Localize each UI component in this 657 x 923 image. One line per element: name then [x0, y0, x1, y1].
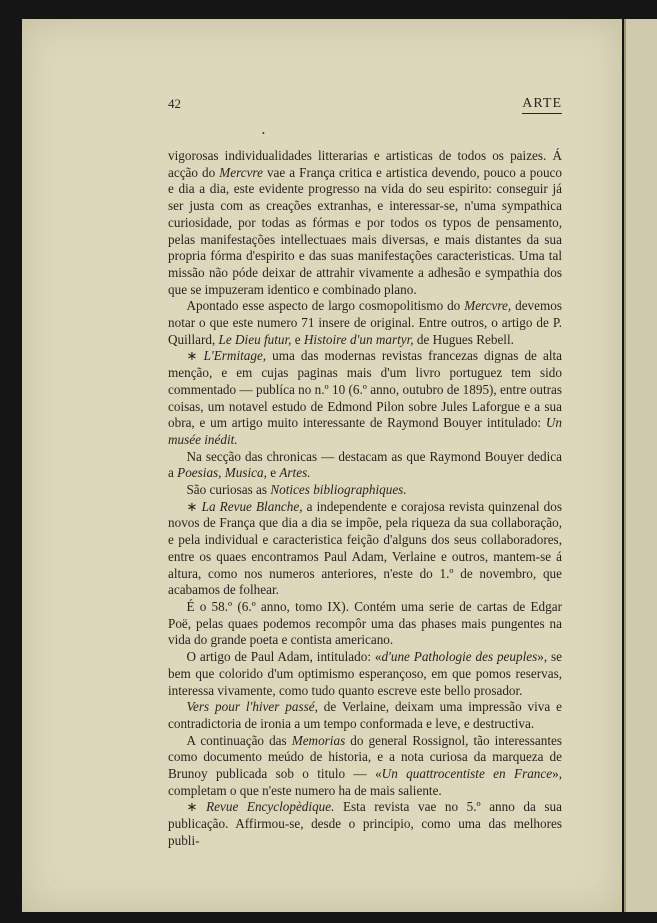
italic-text: Mercvre	[219, 164, 263, 180]
text-run: É o 58.º (6.º anno, tomo IX). Contém uma serie de cartas de Edgar Poë, pelas quaes podemos recompôr uma das phases mais pungentes na vida do grande poeta e contista americano.	[168, 598, 562, 648]
text-run: devemos notar o que este numero 71 insere de original. Entre outros, o artigo de P. Quillard,	[168, 298, 562, 347]
italic-text: Un quattrocentiste en France	[381, 766, 553, 782]
text-run: », se bem que colorido d'um optimismo esperançoso, em que pomos reservas, interessa vivamente, como tudo quanto escreve este bello prosador.	[168, 649, 562, 698]
text-run: A continuação das	[186, 732, 292, 748]
paragraph	[168, 148, 562, 298]
paragraph	[168, 699, 562, 732]
text-run: ∗	[186, 498, 202, 514]
italic-text: Memorias	[291, 732, 346, 748]
italic-text: La Revue Blanche,	[201, 498, 303, 514]
page-header	[168, 96, 562, 118]
paragraph	[168, 499, 562, 599]
paragraph	[168, 449, 562, 482]
print-speck: •	[262, 129, 265, 138]
text-run: ∗	[186, 799, 207, 815]
italic-text: Poesias, Musica,	[177, 465, 267, 481]
paragraph	[168, 599, 562, 649]
italic-text: L'Ermitage,	[203, 348, 267, 364]
text-run: uma das modernas revistas francezas dignas de alta menção, e em cujas paginas mais d'um livro portuguez tem sido commentado — publíca no n.º 10 (6.º anno, outubro de 1895), entre outras coisas, um notavel estudo de Edmond Pilon sobre Jules Laforgue e a sua obra, e um artigo muito interessante de Raymond Bouyer intitulado:	[168, 348, 562, 431]
text-run: vae a França critica e artistica devendo, pouco a pouco e dia a dia, este evidente progresso na vida do seu espirito: conseguir já ser justa com as creações extranhas, e interessar-se, n'uma sympathica curiosidade, por todas as fórmas e por todos os typos de pensamento, pelas manifestações intellectuaes mais diversas, e mais distantes da sua propria fórma d'espirito e das suas manifestações caracteristicas. Uma tal missão não póde deixar de attrahir vivamente a adhesão e sympathia dos que se impuzeram identico e combinado plano.	[168, 164, 562, 297]
paragraph	[168, 799, 562, 849]
text-run: ∗	[186, 348, 204, 364]
paragraph	[168, 348, 562, 448]
italic-text: Vers pour l'hiver passé,	[186, 699, 318, 715]
text-run: a independente e corajosa revista quinzenal dos novos de França que dia a dia se impõe, pela riqueza da sua collaboração, e pela individual e caracteristica feição d'alguns dos seus collaboradores, entre os quaes encontramos Paul Adam, Verlaine e outros, mantem-se á altura, como nos numeros anteriores, n'este do 1.º de novembro, que acabamos de folhear.	[168, 498, 562, 598]
italic-text: Le Dieu futur,	[218, 331, 292, 347]
italic-text: Notices bibliographiques.	[270, 482, 407, 498]
italic-text: Un musée inédit.	[168, 415, 562, 447]
text-run: Na secção das chronicas — destacam as que Raymond Bouyer dedica a	[168, 448, 562, 481]
body-text	[168, 148, 562, 850]
text-run: Apontado esse aspecto de largo cosmopolitismo do	[186, 298, 465, 314]
page-number: 42	[168, 96, 181, 111]
text-run: », completam o que n'este numero ha de mais saliente.	[168, 766, 562, 798]
text-run: de Verlaine, deixam uma impressão viva e contradictoria de ironia a um tempo conformada e leve, e destructiva.	[168, 699, 562, 731]
text-run: do general Rossignol, tão interessantes como documento meúdo de historia, e a nota curiosa da marqueza de Brunoy publicada sob o titulo — «	[168, 732, 562, 782]
paragraph	[168, 733, 562, 800]
adjacent-page-edge	[624, 19, 657, 912]
paragraph	[168, 649, 562, 699]
italic-text: Mercvre,	[464, 298, 512, 314]
italic-text: d'une Pathologie des peuples	[381, 649, 538, 665]
text-run: e	[291, 331, 304, 347]
italic-text: Artes.	[279, 465, 311, 481]
italic-text: Revue Encyclopèdique.	[206, 799, 335, 815]
running-head: ARTE	[522, 96, 562, 114]
text-run: São curiosas as	[186, 482, 271, 498]
italic-text: Histoire d'un martyr,	[303, 331, 414, 347]
paragraph	[168, 298, 562, 348]
text-run: e	[266, 465, 280, 481]
text-run: Esta revista vae no 5.º anno da sua publicação. Affirmou-se, desde o principio, como uma das melhores publi-	[168, 799, 563, 848]
paragraph	[168, 482, 562, 499]
text-run: O artigo de Paul Adam, intitulado: «	[186, 649, 382, 665]
text-run: de Hugues Rebell.	[413, 331, 514, 347]
text-run: vigorosas individualidades litterarias e artisticas de todos os paizes. Á acção do	[168, 148, 562, 180]
